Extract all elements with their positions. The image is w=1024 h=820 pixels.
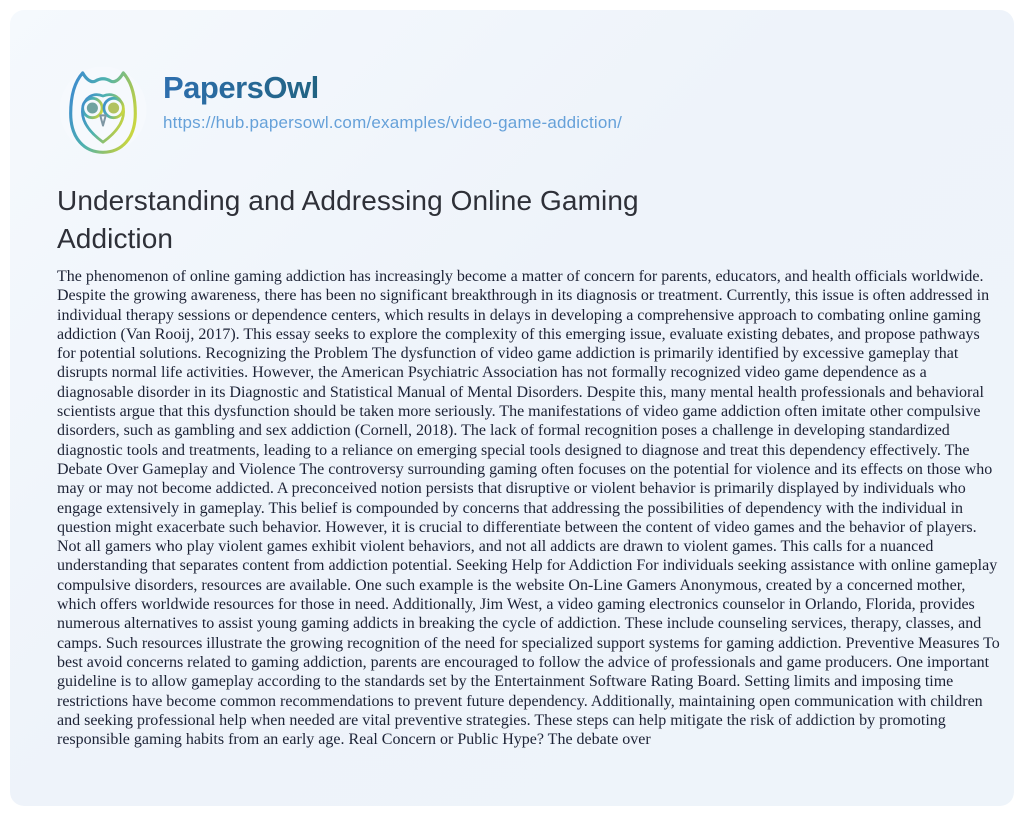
article-body: The phenomenon of online gaming addiction has increasingly become a matter of concern for parents, educators, and health officials worldwide. Despite the growing awareness, there has been no significant breakthrough in its diagnosis or treatment. Currently, this issue is often addressed in individual therapy sessions or dependence centers, which results in delays in developing a comprehensive approach to combating online gaming addiction (Van Rooij, 2017). This essay seeks to explore the complexity of this emerging issue, evaluate existing debates, and propose pathways for potential solutions. Recognizing the Problem The dysfunction of video game addiction is primarily identified by excessive gameplay that disrupts normal life activities. However, the American Psychiatric Association has not formally recognized video game dependence as a diagnosable disorder in its Diagnostic and Statistical Manual of Mental Disorders. Despite this, many mental health professionals and behavioral scientists argue that this dysfunction should be taken more seriously. The manifestations of video game addiction often imitate other compulsive disorders, such as gambling and sex addiction (Cornell, 2018). The lack of formal recognition poses a challenge in developing standardized diagnostic tools and treatments, leading to a reliance on emerging special tools designed to diagnose and treat this dependency effectively. The Debate Over Gameplay and Violence The controversy surrounding gaming often focuses on the potential for violence and its effects on those who may or may not become addicted. A preconceived notion persists that disruptive or violent behavior is primarily displayed by individuals who engage extensively in gameplay. This belief is compounded by concerns that addressing the possibilities of dependency with the individual in question might exacerbate such behavior. However, it is crucial to differentiate between the content of video games and the behavior of players. Not all gamers who play violent games exhibit violent behaviors, and not all addicts are drawn to violent games. This calls for a nuanced understanding that separates content from addiction potential. Seeking Help for Addiction For individuals seeking assistance with online gameplay compulsive disorders, resources are available. One such example is the website On-Line Gamers Anonymous, created by a concerned mother, which offers worldwide resources for those in need. Additionally, Jim West, a video gaming electronics counselor in Orlando, Florida, provides numerous alternatives to assist young gaming addicts in breaking the cycle of addiction. These include counseling services, therapy, classes, and camps. Such resources illustrate the growing recognition of the need for specialized support systems for gaming addiction. Preventive Measures To best avoid concerns related to gaming addiction, parents are encouraged to follow the advice of professionals and game producers. One important guideline is to allow gameplay according to the standards set by the Entertainment Software Rating Board. Setting limits and imposing time restrictions have become common recommendations to prevent future dependency. Additionally, maintaining open communication with children and seeking professional help when needed are vital preventive strategies. These steps can help mitigate the risk of addiction by promoting responsible gaming habits from an early age. Real Concern or Public Hype? The debate over: [57, 268, 1000, 749]
article-title: Understanding and Addressing Online Gaming Addiction: [57, 185, 639, 254]
brand-title: PapersOwl: [163, 70, 622, 106]
page-url-link[interactable]: https://hub.papersowl.com/examples/video-game-addiction/: [163, 112, 623, 132]
document-page: [10, 10, 1014, 806]
owl-logo-icon: [55, 60, 151, 156]
header: [55, 60, 622, 156]
brand-block: [163, 60, 622, 133]
